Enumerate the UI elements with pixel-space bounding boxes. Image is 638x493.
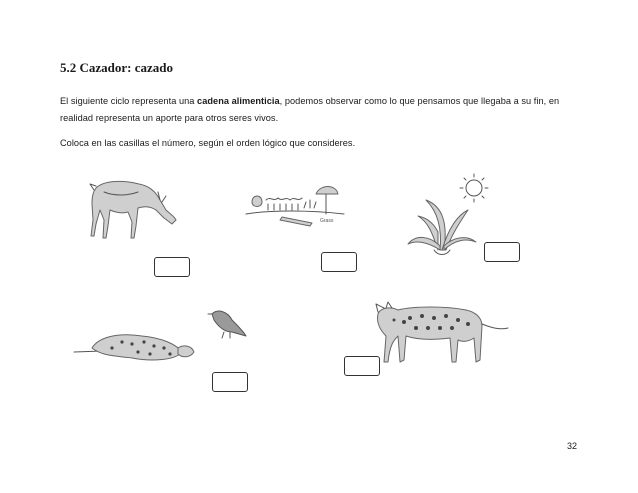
answer-box-jaguar[interactable] xyxy=(344,356,380,376)
section-title: 5.2 Cazador: cazado xyxy=(60,60,174,75)
deer-illustration xyxy=(84,166,184,244)
skull-caption: Grass xyxy=(320,218,334,224)
answer-box-deer[interactable] xyxy=(154,257,190,277)
answer-box-dead-jaguar[interactable] xyxy=(212,372,248,392)
answer-box-plant[interactable] xyxy=(484,242,520,262)
intro-text-after: , podemos observar como lo que pensamos que llegaba a su fin, en realidad representa un aporte para otros seres vivos. xyxy=(60,96,560,123)
skeleton-mushroom-illustration xyxy=(240,180,350,236)
dead-jaguar-vulture-illustration xyxy=(72,304,252,370)
instruction-paragraph: Coloca en las casillas el número, según el orden lógico que consideres. xyxy=(60,138,356,148)
intro-paragraph xyxy=(60,93,590,127)
intro-text-bold: cadena alimenticia xyxy=(197,96,280,106)
page-number: 32 xyxy=(567,441,578,451)
jaguar-illustration xyxy=(370,300,512,372)
answer-box-skeleton[interactable] xyxy=(321,252,357,272)
intro-text-before: El siguiente ciclo representa una xyxy=(60,96,198,106)
